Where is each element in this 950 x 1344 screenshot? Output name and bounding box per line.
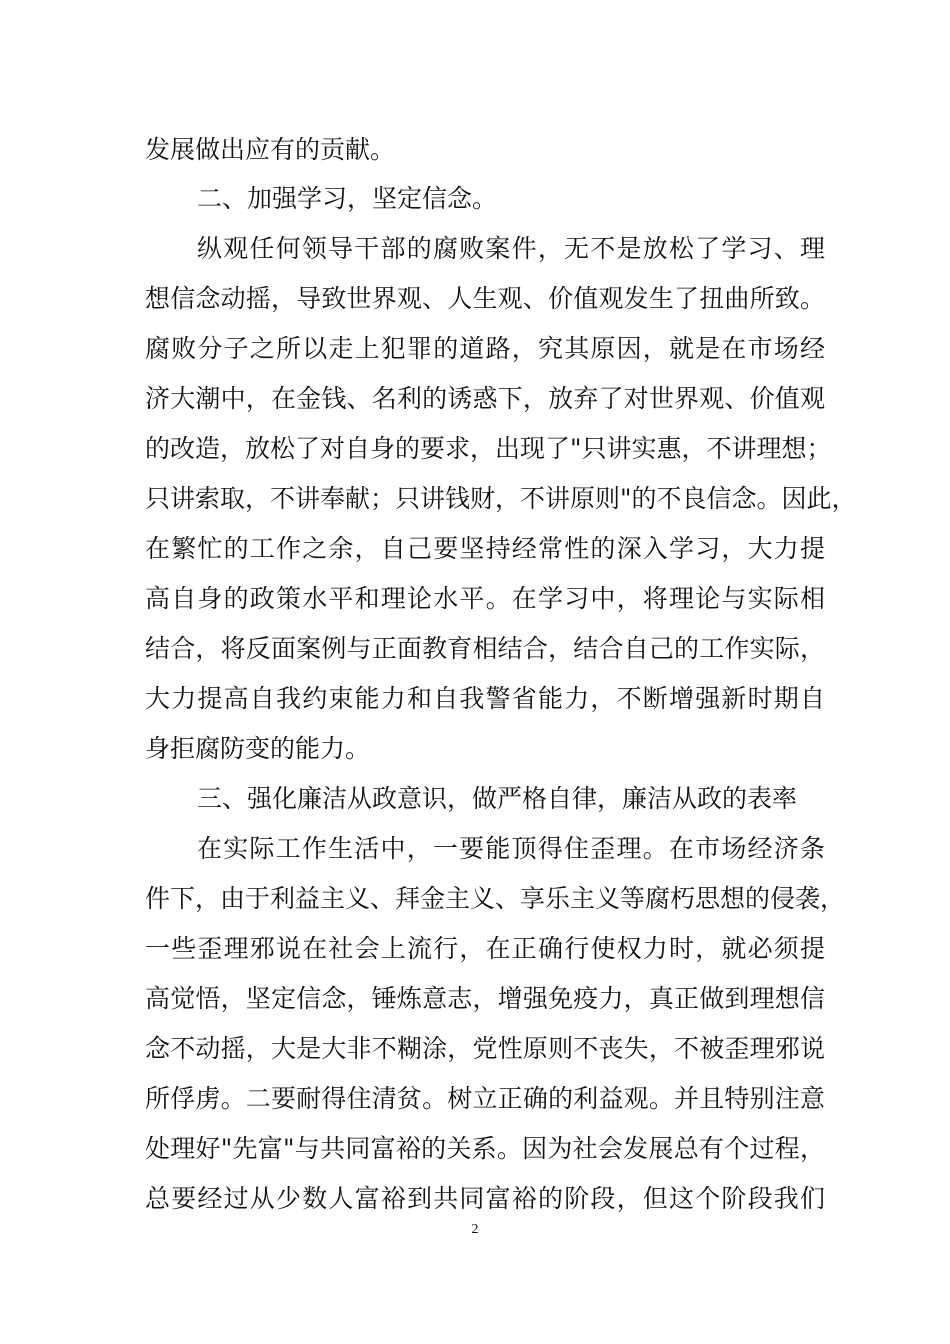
text-line: 高觉悟，坚定信念，锤炼意志，增强免疫力，真正做到理想信	[145, 984, 825, 1013]
text-line: 腐败分子之所以走上犯罪的道路，究其原因，就是在市场经	[145, 334, 825, 363]
text-line: 在实际工作生活中，一要能顶得住歪理。在市场经济条	[197, 834, 825, 863]
text-line: 结合，将反面案例与正面教育相结合，结合自己的工作实际，	[145, 634, 825, 663]
text-line: 所俘虏。二要耐得住清贫。树立正确的利益观。并且特别注意	[145, 1084, 825, 1113]
text-line: 想信念动摇，导致世界观、人生观、价值观发生了扭曲所致。	[145, 284, 825, 313]
text-line: 处理好"先富"与共同富裕的关系。因为社会发展总有个过程，	[145, 1134, 825, 1163]
text-line: 一些歪理邪说在社会上流行，在正确行使权力时，就必须提	[145, 934, 825, 963]
text-line: 在繁忙的工作之余，自己要坚持经常性的深入学习，大力提	[145, 534, 825, 563]
section-heading: 二、加强学习，坚定信念。	[197, 184, 498, 213]
text-line: 总要经过从少数人富裕到共同富裕的阶段，但这个阶段我们	[145, 1184, 825, 1213]
section-heading: 三、强化廉洁从政意识，做严格自律，廉洁从政的表率	[197, 784, 798, 813]
text-line: 只讲索取，不讲奉献；只讲钱财，不讲原则"的不良信念。因此，	[145, 484, 857, 513]
text-line: 纵观任何领导干部的腐败案件，无不是放松了学习、理	[197, 234, 825, 263]
text-line: 大力提高自我约束能力和自我警省能力，不断增强新时期自	[145, 684, 825, 713]
text-line: 身拒腐防变的能力。	[145, 734, 371, 763]
page-number: 2	[471, 1222, 479, 1237]
text-line: 的改造，放松了对自身的要求，出现了"只讲实惠，不讲理想；	[145, 434, 832, 463]
text-line: 念不动摇，大是大非不糊涂，党性原则不丧失，不被歪理邪说	[145, 1034, 825, 1063]
text-line: 高自身的政策水平和理论水平。在学习中，将理论与实际相	[145, 584, 825, 613]
text-line: 济大潮中，在金钱、名利的诱惑下，放弃了对世界观、价值观	[145, 384, 825, 413]
text-line: 发展做出应有的贡献。	[145, 135, 396, 164]
text-line: 件下，由于利益主义、拜金主义、享乐主义等腐朽思想的侵袭，	[145, 884, 846, 913]
